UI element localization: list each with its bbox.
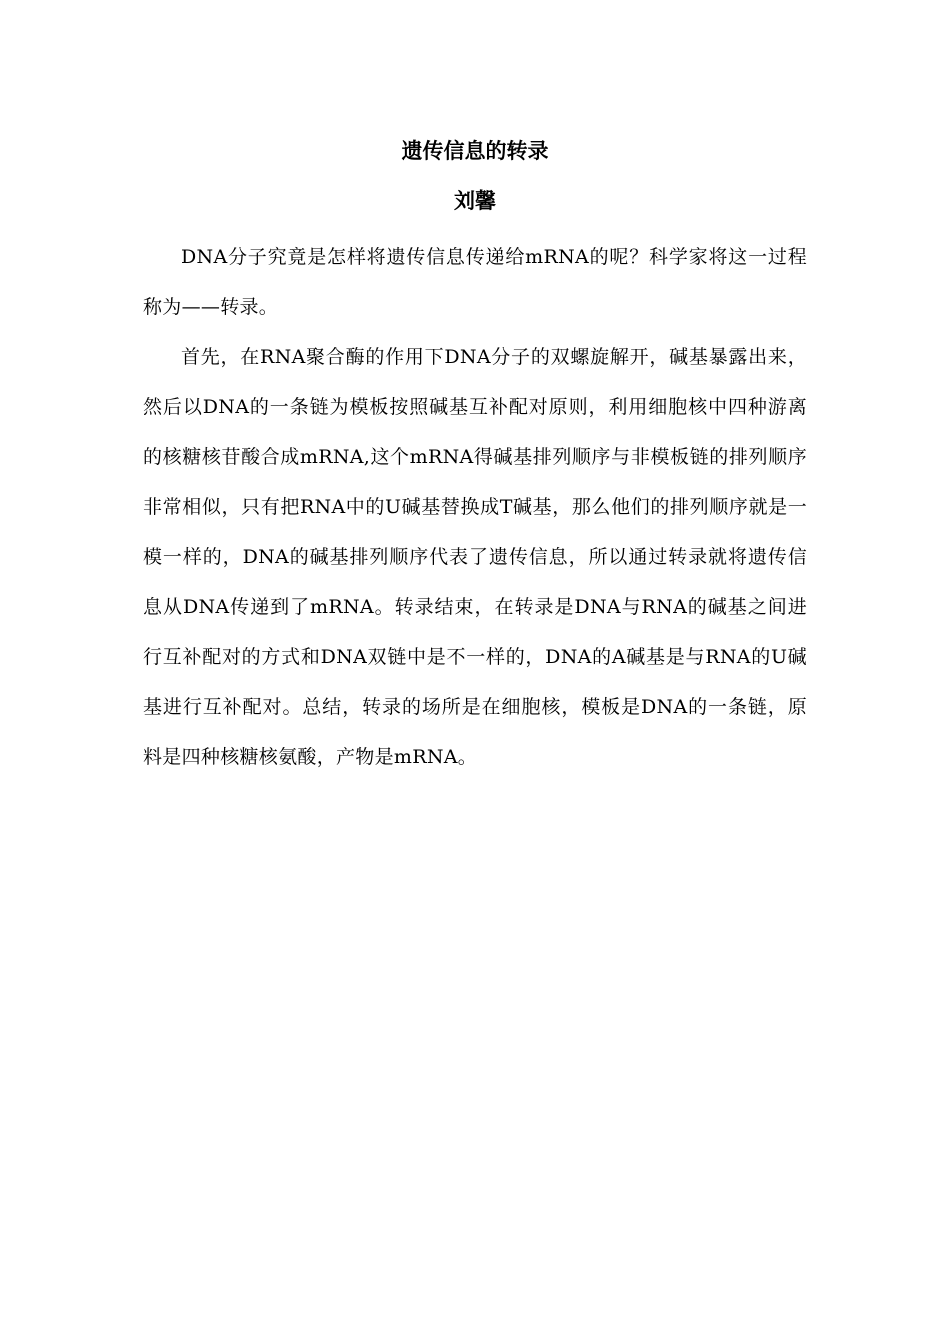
document-body [143,232,807,782]
paragraph-process: 首先，在RNA聚合酶的作用下DNA分子的双螺旋解开，碱基暴露出来，然后以DNA的一条链为模板按照碱基互补配对原则，利用细胞核中四种游离的核糖核苷酸合成mRNA,这个mRNA得碱基排列顺序与非模板链的排列顺序非常相似，只有把RNA中的U碱基替换成T碱基，那么他们的排列顺序就是一模一样的，DNA的碱基排列顺序代表了遗传信息，所以通过转录就将遗传信息从DNA传递到了mRNA。转录结束，在转录是DNA与RNA的碱基之间进行互补配对的方式和DNA双链中是不一样的，DNA的A碱基是与RNA的U碱基进行互补配对。总结，转录的场所是在细胞核，模板是DNA的一条链，原料是四种核糖核氨酸，产物是mRNA。 [143,346,807,768]
document-title: 遗传信息的转录 [401,139,549,163]
document-author: 刘馨 [454,189,496,213]
paragraph-intro: DNA分子究竟是怎样将遗传信息传递给mRNA的呢？科学家将这一过程称为——转录。 [143,246,807,318]
